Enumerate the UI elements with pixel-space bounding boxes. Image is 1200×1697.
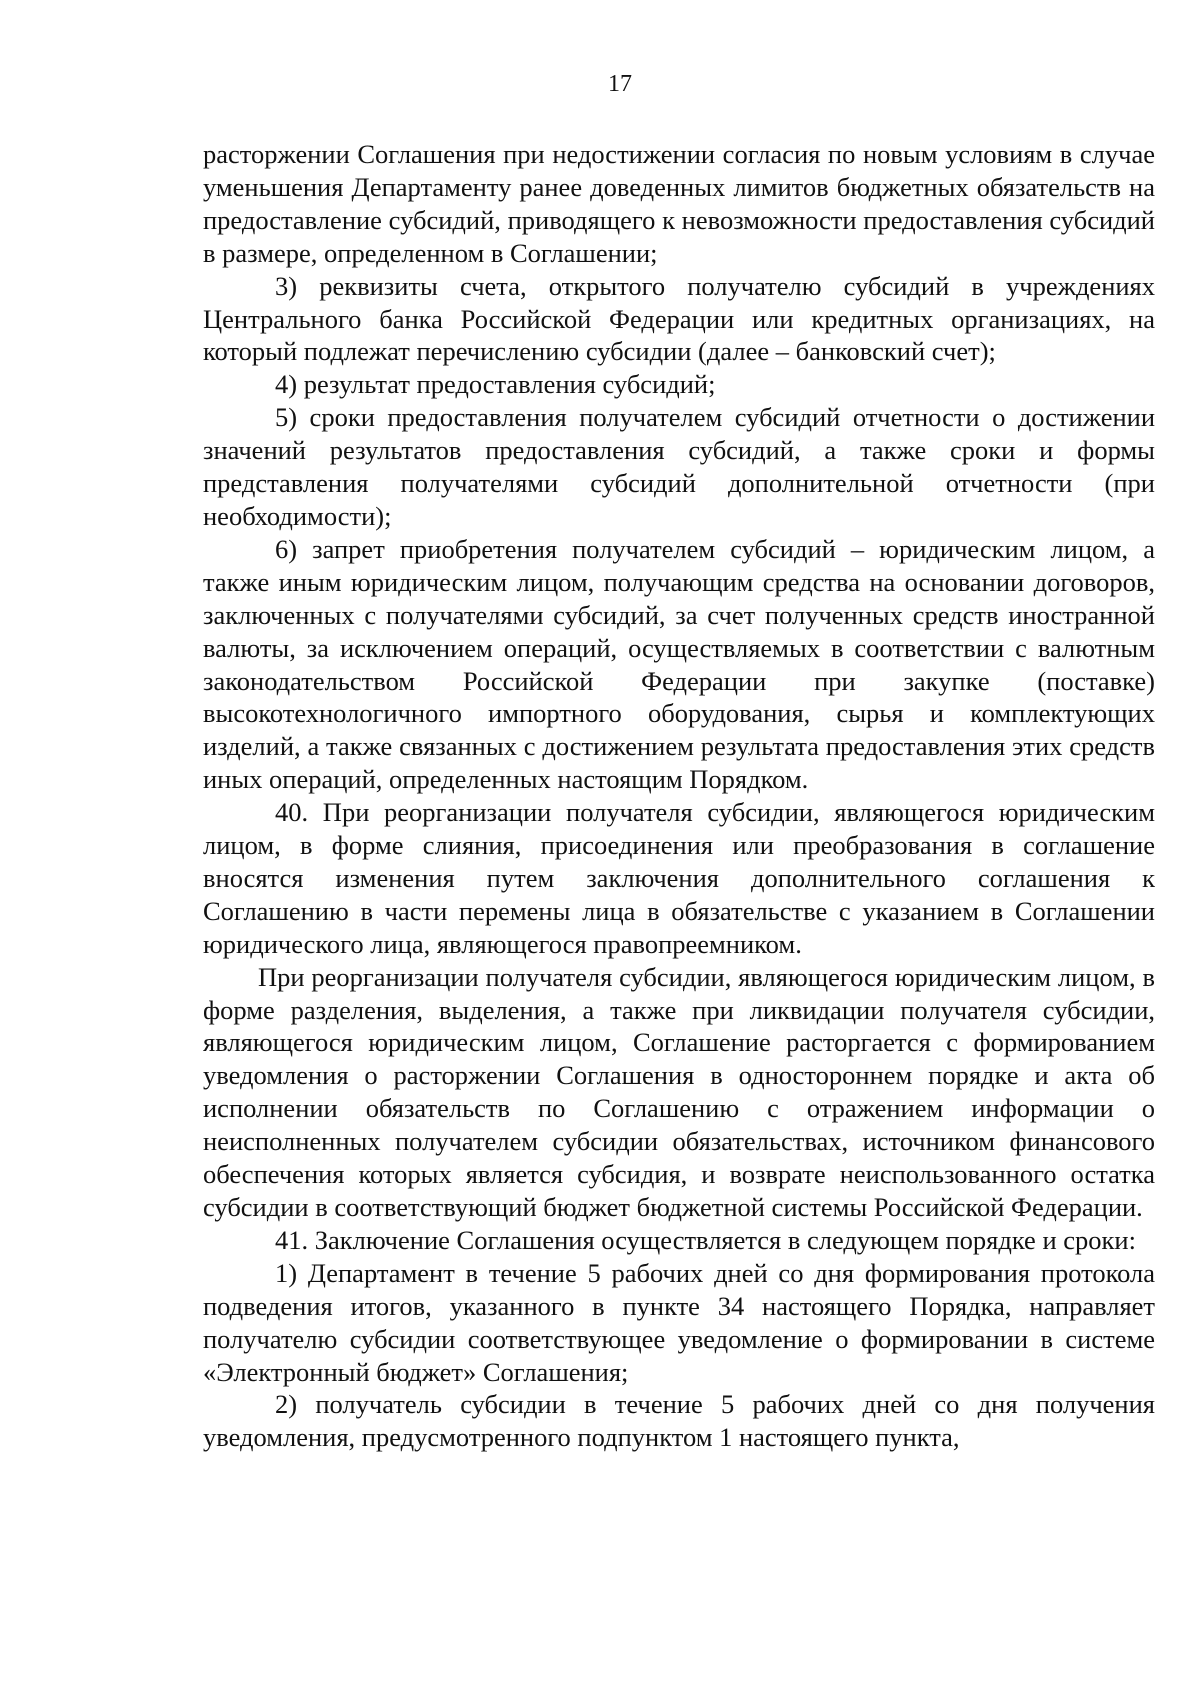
paragraph-clause-41: 41. Заключение Соглашения осуществляется в следующем порядке и сроки: — [275, 1224, 1136, 1255]
page-number: 17 — [608, 71, 632, 97]
paragraph-item-6: 6) запрет приобретения получателем субсидий – юридическим лицом, а также иным юридическим лицом, получающим средства на основании договоров, заключенных с получателями субсидий, за счет полученных средств иностранной валюты, за исключением операций, осуществляемых в соответствии с валютным законодательством Российской Федерации при закупке (поставке) высокотехнологичного импортного оборудования, сырья и комплектующих изделий, а также связанных с достижением результата предоставления этих средств иных операций, определенных настоящим Порядком. — [203, 533, 1155, 795]
paragraph-clause-40: 40. При реорганизации получателя субсидии, являющегося юридическим лицом, в форме слияния, присоединения или преобразования в соглашение вносятся изменения путем заключения дополнительного соглашения к Соглашению в части перемены лица в обязательстве с указанием в Соглашении юридического лица, являющегося правопреемником. — [203, 797, 1155, 959]
paragraph-clause-41-item-2: 2) получатель субсидии в течение 5 рабочих дней со дня получения уведомления, предусмотренного подпунктом 1 настоящего пункта, — [203, 1389, 1155, 1453]
paragraph-item-3: 3) реквизиты счета, открытого получателю субсидий в учреждениях Центрального банка Российской Федерации или кредитных организациях, на который подлежат перечислению субсидии (далее – банковский счет); — [203, 270, 1155, 367]
paragraph-clause-41-item-1: 1) Департамент в течение 5 рабочих дней со дня формирования протокола подведения итогов, указанного в пункте 34 настоящего Порядка, направляет получателю субсидии соответствующее уведомление о формировании в системе «Электронный бюджет» Соглашения; — [203, 1257, 1155, 1387]
paragraph-item-5: 5) сроки предоставления получателем субсидий отчетности о достижении значений результатов предоставления субсидий, а также сроки и формы представления получателями субсидий дополнительной отчетности (при необходимости); — [203, 402, 1155, 531]
paragraph-clause-40-second: При реорганизации получателя субсидии, являющегося юридическим лицом, в форме разделения, выделения, а также при ликвидации получателя субсидии, являющегося юридическим лицом, Соглашение расторгается с формированием уведомления о расторжении Соглашения в одностороннем порядке и акта об исполнении обязательств по Соглашению с отражением информации о неисполненных получателем субсидии обязательствах, источником финансового обеспечения которых является субсидия, и возврате неиспользованного остатка субсидии в соответствующий бюджет бюджетной системы Российской Федерации. — [203, 961, 1155, 1222]
paragraph-continuation: расторжении Соглашения при недостижении согласия по новым условиям в случае уменьшения Департаменту ранее доведенных лимитов бюджетных обязательств на предоставление субсидий, приводящего к невозможности предоставления субсидий в размере, определенном в Соглашении; — [203, 139, 1155, 268]
document-body — [203, 138, 1155, 1454]
paragraph-item-4: 4) результат предоставления субсидий; — [275, 369, 716, 400]
